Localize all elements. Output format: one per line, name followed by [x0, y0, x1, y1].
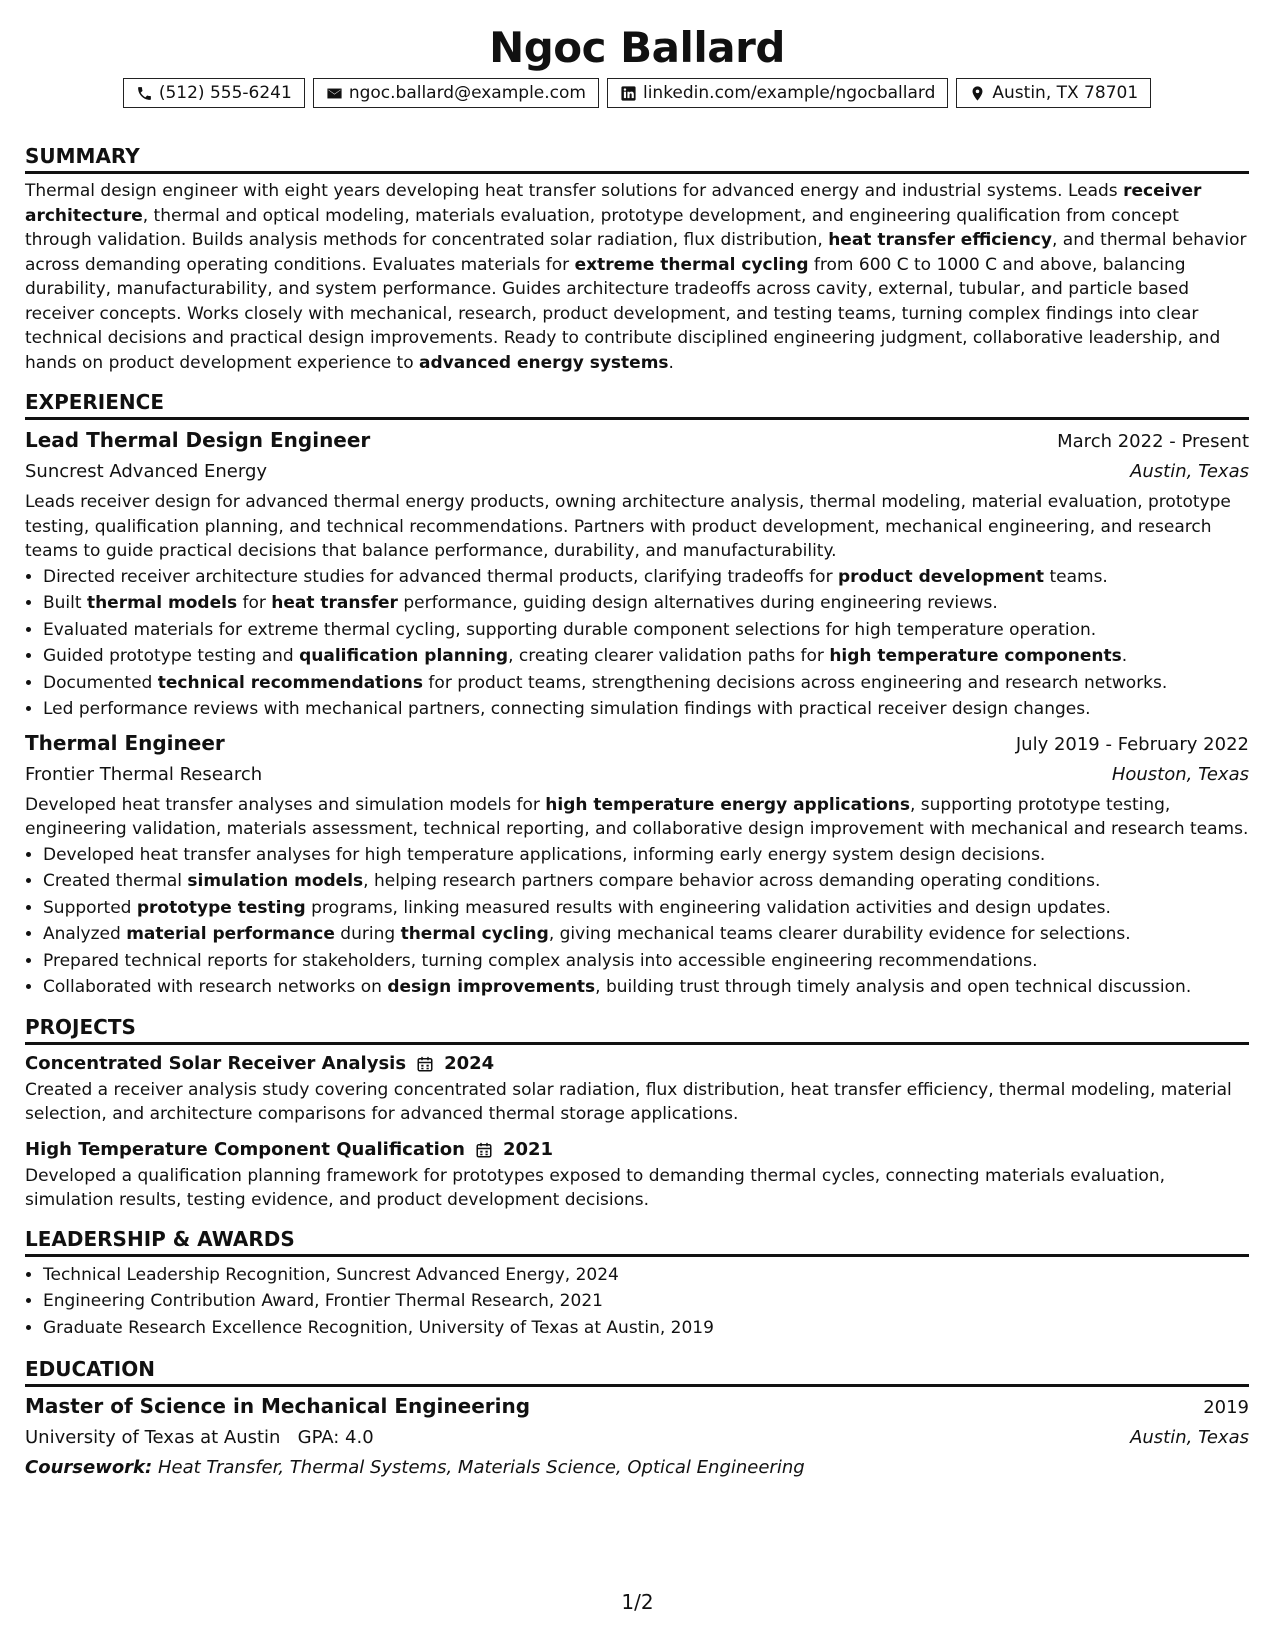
job-dates: July 2019 - February 2022: [1015, 733, 1249, 755]
list-item: • Directed receiver architecture studies for advanced thermal products, clarifying tradeoffs for product development teams.: [43, 564, 1249, 591]
project-entry: [25, 1136, 1249, 1213]
project-description: Developed a qualification planning framework for prototypes exposed to demanding thermal cycles, connecting materials evaluation, simulation results, testing evidence, and product development decisions.: [25, 1165, 1166, 1210]
list-item: • Developed heat transfer analyses for high temperature applications, informing early energy system design decisions.: [43, 842, 1249, 869]
job-bullets: [25, 842, 1249, 1001]
project-description: Created a receiver analysis study covering concentrated solar radiation, flux distribution, heat transfer efficiency, thermal modeling, material selection, and architecture comparisons for advanced thermal storage applications.: [25, 1079, 1232, 1124]
job-title: Lead Thermal Design Engineer: [25, 428, 371, 452]
list-item: • Graduate Research Excellence Recognition, University of Texas at Austin, 2019: [43, 1315, 1249, 1342]
summary-text: [25, 179, 1249, 375]
project-year: 2021: [502, 1138, 554, 1160]
calendar-icon: [475, 1141, 493, 1159]
resume-page: [25, 0, 1249, 1483]
coursework-list: Heat Transfer, Thermal Systems, Materials Science, Optical Engineering: [157, 1457, 805, 1478]
job-bullets: [25, 564, 1249, 723]
list-item: • Documented technical recommendations for product teams, strengthening decisions across engineering and research networks.: [43, 670, 1249, 697]
job-location: Austin, Texas: [1130, 461, 1249, 482]
location-contact: [956, 78, 1151, 108]
calendar-icon: [416, 1055, 434, 1073]
linkedin-text: linkedin.com/example/ngocballard: [642, 83, 936, 103]
list-item: • Technical Leadership Recognition, Suncrest Advanced Energy, 2024: [43, 1262, 1249, 1289]
summary-part: .: [668, 352, 674, 373]
project-entry: [25, 1050, 1249, 1127]
list-item: • Engineering Contribution Award, Frontier Thermal Research, 2021: [43, 1288, 1249, 1315]
summary-part: , and thermal behavior across demanding operating conditions. Evaluates materials for: [25, 230, 1247, 275]
job-title: Thermal Engineer: [25, 730, 225, 755]
map-pin-icon: [969, 85, 986, 102]
projects-heading: PROJECTS: [25, 1013, 1249, 1045]
summary-part: from 600 C to 1000 C and above, balancing durability, manufacturability, and system performance. Guides architecture tradeoffs across cavity, external, tubular, and particle based receiver concepts. Works closely with mechanical, research, product development, and testing teams, turning complex findings into clear technical decisions and practical design improvements. Ready to contribute disciplined engineering judgment, collaborative leadership, and hands on product development experience to: [25, 254, 1221, 373]
list-item: • Collaborated with research networks on design improvements, building trust through timely analysis and open technical discussion.: [43, 974, 1249, 1001]
graduation-year: 2019: [1203, 1397, 1249, 1418]
summary-heading: SUMMARY: [25, 142, 1249, 174]
page-number: 1/2: [621, 1590, 654, 1614]
job-entry: [25, 425, 1249, 723]
list-item: • Built thermal models for heat transfer performance, guiding design alternatives during engineering reviews.: [43, 590, 1249, 617]
leadership-heading: LEADERSHIP & AWARDS: [25, 1225, 1249, 1257]
email-contact[interactable]: [313, 78, 599, 108]
company-name: Suncrest Advanced Energy: [25, 461, 268, 482]
summary-highlight: extreme thermal cycling: [574, 254, 809, 275]
school-name: University of Texas at Austin: [25, 1427, 281, 1448]
linkedin-contact[interactable]: [607, 78, 948, 108]
list-item: • Prepared technical reports for stakeholders, turning complex analysis into accessible engineering recommendations.: [43, 948, 1249, 975]
job-description: Developed heat transfer analyses and simulation models for high temperature energy applications, supporting prototype testing, engineering validation, materials assessment, technical reporting, and collaborative design improvement with mechanical and research teams.: [25, 794, 1249, 839]
education-entry: [25, 1391, 1249, 1483]
email-text: ngoc.ballard@example.com: [348, 83, 586, 103]
location-text: Austin, TX 78701: [992, 83, 1139, 103]
summary-highlight: heat transfer efficiency: [828, 230, 1052, 250]
phone-contact[interactable]: [123, 78, 305, 108]
summary-highlight: advanced energy systems: [419, 352, 669, 373]
gpa: GPA: 4.0: [297, 1427, 374, 1448]
education-heading: EDUCATION: [25, 1355, 1249, 1387]
awards-list: [25, 1262, 1249, 1342]
summary-part: Thermal design engineer with eight years developing heat transfer solutions for advanced energy and industrial systems. Leads: [25, 181, 1124, 201]
job-dates: March 2022 - Present: [1057, 431, 1249, 452]
summary-part: , thermal and optical modeling, materials evaluation, prototype development, and engineering qualification from concept through validation. Builds analysis methods for concentrated solar radiation, flux distribution,: [25, 205, 1179, 250]
school-line: [25, 1423, 374, 1453]
job-description: Leads receiver design for advanced thermal energy products, owning architecture analysis, thermal modeling, material evaluation, prototype testing, qualification planning, and technical recommendations. Partners with product development, mechanical engineering, and research teams to guide practical decisions that balance performance, durability, and manufacturability.: [25, 492, 1231, 561]
list-item: • Created thermal simulation models, helping research partners compare behavior across demanding operating conditions.: [43, 868, 1249, 895]
company-name: Frontier Thermal Research: [25, 763, 263, 785]
project-name: Concentrated Solar Receiver Analysis: [25, 1052, 407, 1074]
list-item: • Analyzed material performance during thermal cycling, giving mechanical teams clearer durability evidence for selections.: [43, 921, 1249, 948]
contact-bar: [25, 78, 1249, 108]
coursework: [25, 1453, 1249, 1483]
experience-heading: EXPERIENCE: [25, 388, 1249, 420]
envelope-icon: [326, 85, 343, 102]
job-location: Houston, Texas: [1111, 763, 1249, 785]
list-item: • Led performance reviews with mechanical partners, connecting simulation findings with practical receiver design changes.: [43, 696, 1249, 723]
candidate-name: Ngoc Ballard: [489, 23, 785, 72]
list-item: • Evaluated materials for extreme thermal cycling, supporting durable component selections for high temperature operation.: [43, 617, 1249, 644]
project-name: High Temperature Component Qualification: [25, 1138, 465, 1160]
list-item: • Guided prototype testing and qualification planning, creating clearer validation paths for high temperature components.: [43, 643, 1249, 670]
degree-title: Master of Science in Mechanical Engineering: [25, 1394, 531, 1418]
phone-icon: [136, 85, 153, 102]
project-year: 2024: [444, 1052, 495, 1074]
linkedin-icon: [620, 85, 637, 102]
list-item: • Supported prototype testing programs, linking measured results with engineering validation activities and design updates.: [43, 895, 1249, 922]
summary-highlight: receiver architecture: [25, 181, 1202, 226]
school-location: Austin, Texas: [1130, 1427, 1249, 1448]
phone-text: (512) 555-6241: [158, 83, 292, 103]
coursework-label: Coursework:: [25, 1457, 153, 1478]
job-entry: [25, 728, 1249, 1001]
